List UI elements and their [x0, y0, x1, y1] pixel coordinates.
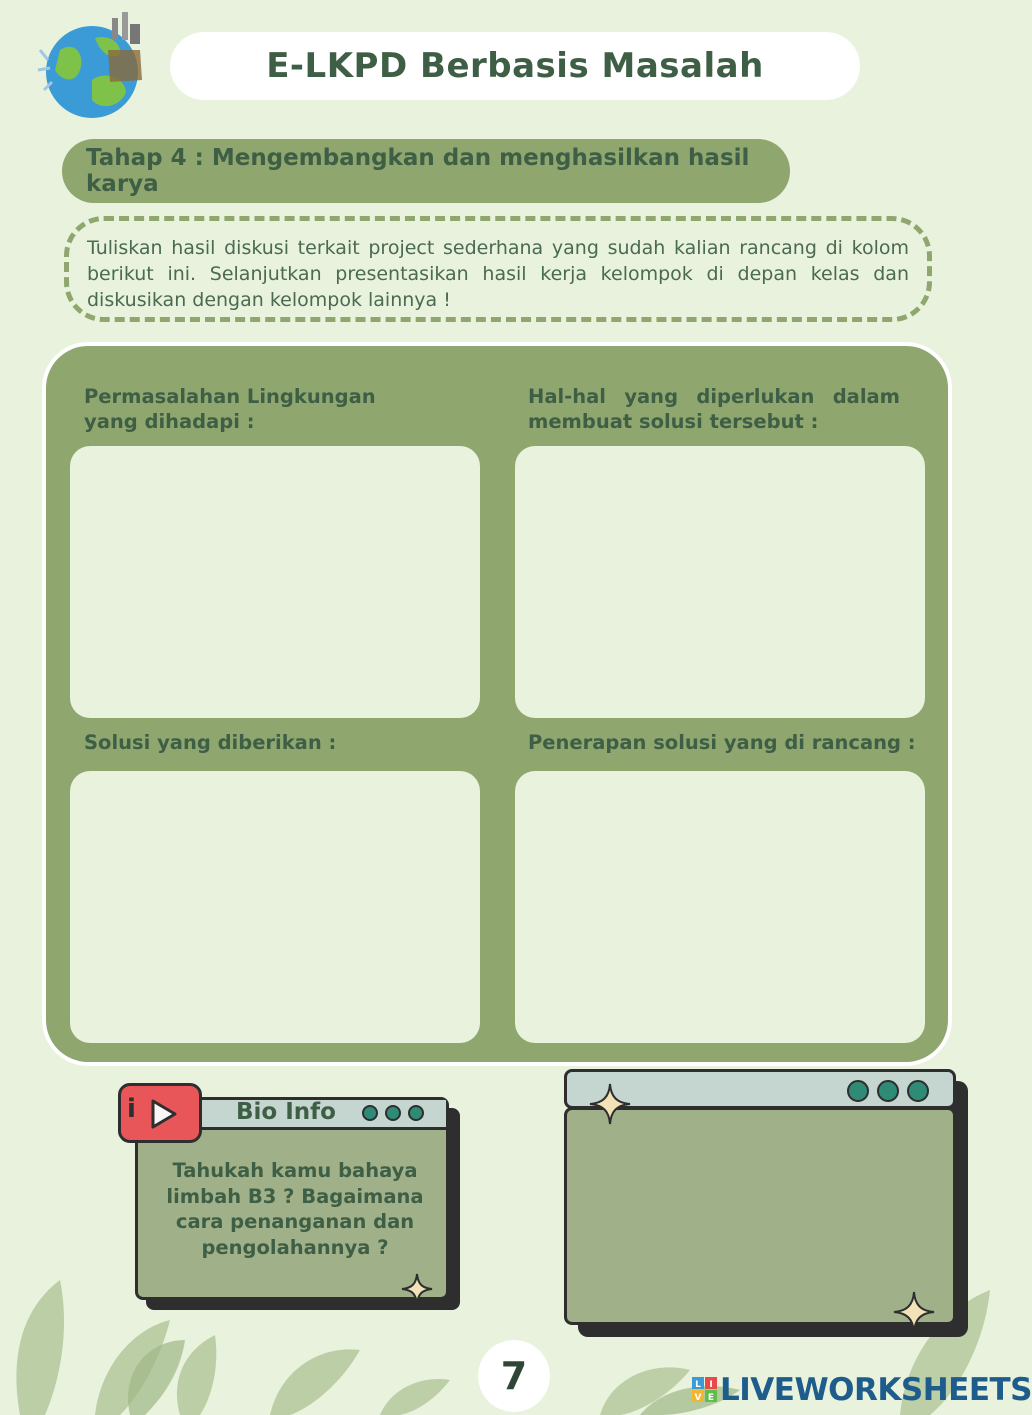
brand-name[interactable]: LIVEWORKSHEETS: [720, 1372, 1032, 1408]
window-dot-icon: [877, 1080, 899, 1102]
question-label-line: Permasalahan Lingkungan: [84, 385, 376, 408]
instruction-text: Tuliskan hasil diskusi terkait project sederhana yang sudah kalian rancang di kolom berikut ini. Selanjutkan presentasikan hasil kerja kelompok di depan kelas dan diskusikan dengan kelompok lainnya !: [87, 237, 909, 311]
window-dot-icon: [408, 1105, 424, 1121]
question-label-requirements: [528, 384, 900, 434]
liveworksheets-brand: [692, 1372, 1032, 1408]
answer-solution[interactable]: [70, 771, 480, 1043]
window-dot-icon: [362, 1105, 378, 1121]
question-label-line: Hal-hal yang diperlukan dalam: [528, 385, 900, 408]
liveworksheets-logo-icon: [692, 1377, 718, 1403]
page-number: 7: [500, 1354, 528, 1398]
answer-environment-problem[interactable]: [70, 446, 480, 718]
play-button-letter: i: [127, 1094, 136, 1124]
worksheet-panel: [46, 346, 948, 1062]
bio-info-text: Tahukah kamu bahaya limbah B3 ? Bagaimana cara penanganan dan pengolahannya ?: [166, 1159, 424, 1259]
question-label-implementation: Penerapan solusi yang di rancang :: [528, 731, 916, 754]
page-title: E-LKPD Berbasis Masalah: [266, 46, 764, 86]
sparkle-icon: [588, 1082, 632, 1126]
question-label-line: yang dihadapi :: [84, 410, 255, 433]
instruction-box: [64, 216, 932, 322]
answer-implementation[interactable]: [515, 771, 925, 1043]
window-dot-icon: [385, 1105, 401, 1121]
question-label-solution: Solusi yang diberikan :: [84, 731, 337, 754]
title-banner: [170, 32, 860, 100]
logo-letter-e: E: [707, 1393, 715, 1403]
bio-info-title: Bio Info: [236, 1099, 336, 1125]
window-dot-icon: [847, 1080, 869, 1102]
question-label-environment-problem: [84, 384, 404, 434]
question-label-line: membuat solusi tersebut :: [528, 410, 819, 433]
page-number-badge: [478, 1340, 550, 1412]
response-answer-input[interactable]: [577, 1120, 943, 1312]
play-icon: [149, 1098, 179, 1130]
sparkle-icon: [400, 1272, 434, 1306]
logo-letter-l: L: [695, 1380, 701, 1390]
earth-globe-icon: [30, 10, 154, 124]
logo-letter-i: I: [709, 1380, 713, 1390]
play-button[interactable]: [118, 1083, 202, 1143]
step-banner: [62, 139, 790, 203]
sparkle-icon: [892, 1290, 936, 1334]
logo-letter-v: V: [694, 1393, 702, 1403]
step-label: Tahap 4 : Mengembangkan dan menghasilkan hasil karya: [86, 145, 750, 197]
answer-requirements[interactable]: [515, 446, 925, 718]
window-dot-icon: [907, 1080, 929, 1102]
